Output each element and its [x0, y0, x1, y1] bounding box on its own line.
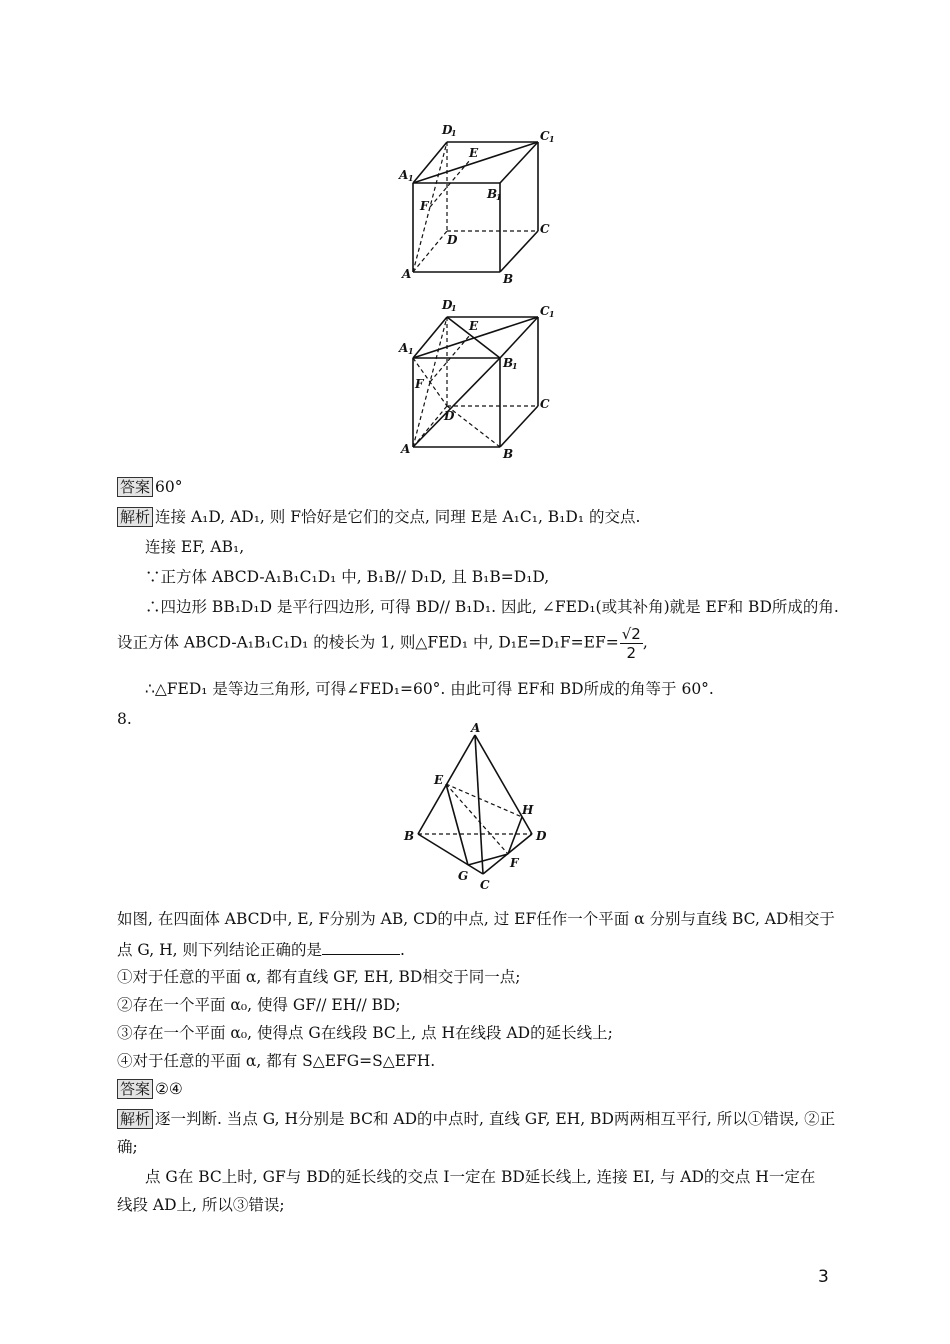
sqrt2-over-2-fraction: $\frac{√2}{2}$ — [621, 625, 641, 662]
q8-stem-line-1: 如图, 在四面体 ABCD中, E, F分别为 AB, CD的中点, 过 EF任作一个平面 α 分别与直线 BC, AD相交于 — [117, 910, 835, 928]
answer-tag: 答案 — [117, 1079, 153, 1099]
label-C: C — [540, 397, 550, 411]
svg-text:1: 1 — [451, 303, 457, 313]
label-B: B — [404, 829, 415, 843]
svg-text:1: 1 — [549, 309, 555, 319]
q8-number: 8. — [117, 710, 132, 728]
cube-figure-2 — [0, 295, 950, 465]
q7-analysis-line-6: ∴△FED₁ 是等边三角形, 可得∠FED₁=60°. 由此可得 EF和 BD所成的角等于 60°. — [145, 680, 714, 698]
q8-analysis-line-3: 点 G在 BC上时, GF与 BD的延长线的交点 I一定在 BD延长线上, 连接 EI, 与 AD的交点 H一定在 — [145, 1168, 816, 1186]
q8-answer-line — [117, 1078, 183, 1100]
q7-answer: 60° — [155, 478, 183, 496]
cube-figure-1 — [0, 120, 950, 290]
label-E: E — [469, 319, 479, 333]
tetrahedron-diagram — [0, 722, 950, 897]
q7-analysis-line-3: ∵正方体 ABCD-A₁B₁C₁D₁ 中, B₁B// D₁D, 且 B₁B=D₁D, — [145, 568, 550, 586]
label-A: A — [471, 722, 481, 735]
label-D1: D — [442, 123, 453, 137]
q7-analysis-line-5: 设正方体 ABCD-A₁B₁C₁D₁ 的棱长为 1, 则△FED₁ 中, D₁E=D₁F=EF= $\frac{√2}{2}$ , — [117, 625, 648, 662]
label-B1: B — [503, 356, 514, 370]
q7-analysis-line-2: 连接 EF, AB₁, — [145, 538, 245, 556]
label-D: D — [444, 409, 455, 423]
label-A: A — [402, 267, 412, 281]
label-C: C — [480, 878, 490, 892]
label-E: E — [434, 773, 444, 787]
svg-text:1: 1 — [512, 361, 518, 371]
page-number: 3 — [818, 1267, 829, 1287]
analysis-tag: 解析 — [117, 1109, 153, 1129]
label-C1: C — [540, 129, 550, 143]
cube-diagram-1 — [0, 120, 950, 290]
q8-analysis-line-2: 确; — [117, 1138, 138, 1156]
svg-text:1: 1 — [408, 346, 414, 356]
q8-analysis-line-1: 解析 逐一判断. 当点 G, H分别是 BC和 AD的中点时, 直线 GF, EH, BD两两相互平行, 所以①错误, ②正 — [117, 1108, 835, 1130]
q8-option-4: ④对于任意的平面 α, 都有 S△EFG=S△EFH. — [117, 1052, 436, 1070]
label-H: H — [522, 803, 534, 817]
label-A1: A — [399, 341, 409, 355]
q8-option-1: ①对于任意的平面 α, 都有直线 GF, EH, BD相交于同一点; — [117, 968, 521, 986]
label-C: C — [540, 222, 550, 236]
q7-answer-line — [117, 476, 183, 498]
label-C1: C — [540, 304, 550, 318]
label-B: B — [503, 447, 514, 461]
analysis-tag: 解析 — [117, 507, 153, 527]
label-D1: D — [442, 298, 453, 312]
label-F: F — [420, 199, 429, 213]
label-G: G — [458, 869, 469, 883]
q7-analysis-line-1: 解析 连接 A₁D, AD₁, 则 F恰好是它们的交点, 同理 E是 A₁C₁, B₁D₁ 的交点. — [117, 506, 640, 528]
answer-blank — [322, 938, 400, 955]
label-A: A — [401, 442, 411, 456]
q8-analysis-line-4: 线段 AD上, 所以③错误; — [117, 1196, 285, 1214]
q8-stem-line-2: 点 G, H, 则下列结论正确的是 . — [117, 938, 405, 961]
label-D: D — [536, 829, 547, 843]
label-D: D — [447, 233, 458, 247]
q7-analysis-line-4: ∴四边形 BB₁D₁D 是平行四边形, 可得 BD// B₁D₁. 因此, ∠FED₁(或其补角)就是 EF和 BD所成的角. — [145, 598, 839, 616]
svg-text:1: 1 — [451, 128, 457, 138]
q8-option-3: ③存在一个平面 α₀, 使得点 G在线段 BC上, 点 H在线段 AD的延长线上; — [117, 1024, 613, 1042]
svg-text:1: 1 — [408, 173, 414, 183]
answer-tag: 答案 — [117, 477, 153, 497]
label-A1: A — [399, 168, 409, 182]
q8-answer: ②④ — [155, 1080, 183, 1098]
cube-diagram-2 — [0, 295, 950, 465]
q8-option-2: ②存在一个平面 α₀, 使得 GF// EH// BD; — [117, 996, 401, 1014]
label-B: B — [503, 272, 514, 286]
label-E: E — [469, 146, 479, 160]
label-F: F — [510, 856, 519, 870]
svg-text:1: 1 — [549, 134, 555, 144]
tetrahedron-figure — [0, 722, 950, 897]
svg-text:1: 1 — [496, 192, 502, 202]
label-B1: B — [487, 187, 498, 201]
label-F: F — [415, 377, 424, 391]
